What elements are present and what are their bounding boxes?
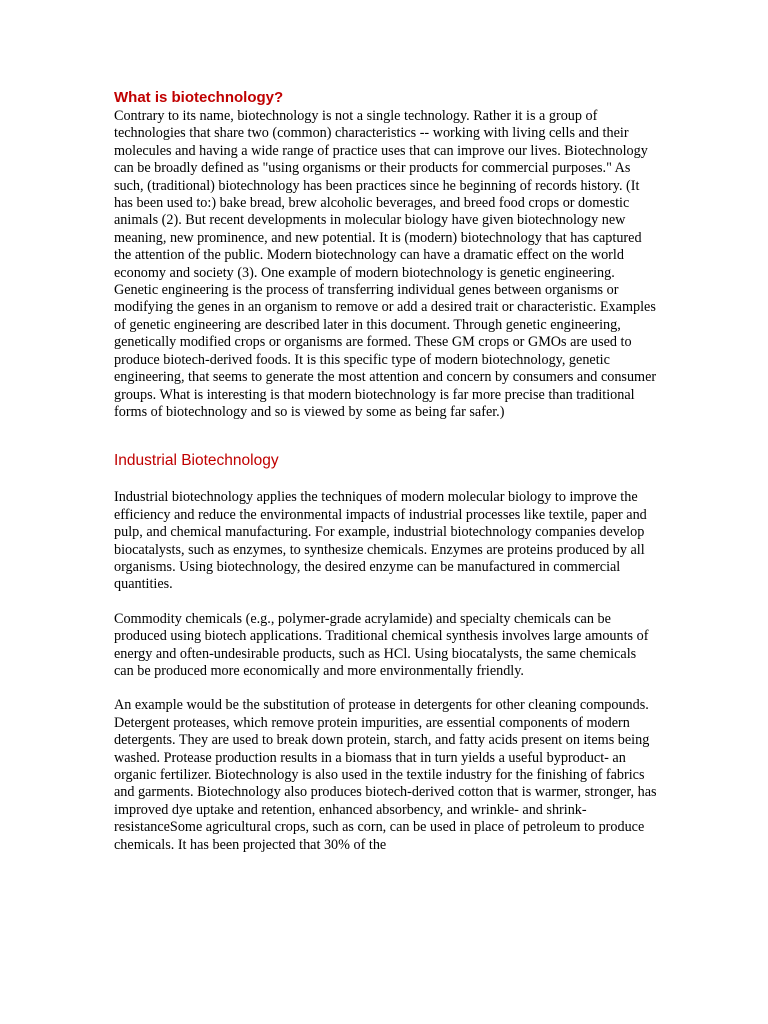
paragraph-commodity-chemicals: Commodity chemicals (e.g., polymer-grade acrylamide) and specialty chemicals can be produced using biotech applications. Traditional chemical synthesis involves large amounts of energy and often-undesirable products, such as HCl. Using biocatalysts, the same chemicals can be produced more economically and more environmentally friendly. xyxy=(114,610,649,679)
paragraph-industrial-intro: Industrial biotechnology applies the techniques of modern molecular biology to improve the efficiency and reduce the environmental impacts of industrial processes like textile, paper and pulp, and chemical manufacturing. For example, industrial biotechnology companies develop biocatalysts, such as enzymes, to synthesize chemicals. Enzymes are proteins produced by all organisms. Using biotechnology, the desired enzyme can be manufactured in commercial quantities. xyxy=(114,489,647,593)
section-heading-what-is-biotechnology: What is biotechnology? xyxy=(114,89,284,106)
paragraph-biotechnology-definition: Contrary to its name, biotechnology is not a single technology. Rather it is a group of technologies that share two (common) characteristics -- working with living cells and their molecules and having a wide range of practice uses that can improve our lives. Biotechnology can be broadly defined as "using organisms or their products for commercial purposes." As such, (traditional) biotechnology has been practices since he beginning of records history. (It has been used to:) bake bread, brew alcoholic beverages, and breed food crops or domestic animals (2). But recent developments in molecular biology have given biotechnology new meaning, new prominence, and new potential. It is (modern) biotechnology that has captured the attention of the public. Modern biotechnology can have a dramatic effect on the world economy and society (3). One example of modern biotechnology is genetic engineering. Genetic engineering is the process of transferring individual genes between organisms or modifying the genes in an organism to remove or add a desired trait or characteristic. Examples of genetic engineering are described later in this document. Through genetic engineering, genetically modified crops or organisms are formed. These GM crops or GMOs are used to produce biotech-derived foods. It is this specific type of modern biotechnology, genetic engineering, that seems to generate the most attention and concern by consumers and consumer groups. What is interesting is that modern biotechnology is far more precise than traditional forms of biotechnology and so is viewed by some as being far safer.) xyxy=(114,108,657,420)
paragraph-protease-example: An example would be the substitution of protease in detergents for other cleaning compounds. Detergent proteases, which remove protein impurities, are essential components of modern detergents. They are used to break down protein, starch, and fatty acids present on items being washed. Protease production results in a biomass that in turn yields a useful byproduct- an organic fertilizer. Biotechnology is also used in the textile industry for the finishing of fabrics and garments. Biotechnology also produces biotech-derived cotton that is warmer, stronger, has improved dye uptake and retention, enhanced absorbency, and wrinkle- and shrink-resistanceSome agricultural crops, such as corn, can be used in place of petroleum to produce chemicals. It has been projected that 30% of the xyxy=(114,697,657,853)
section-heading-industrial-biotechnology: Industrial Biotechnology xyxy=(114,452,279,470)
document-page xyxy=(114,88,659,854)
